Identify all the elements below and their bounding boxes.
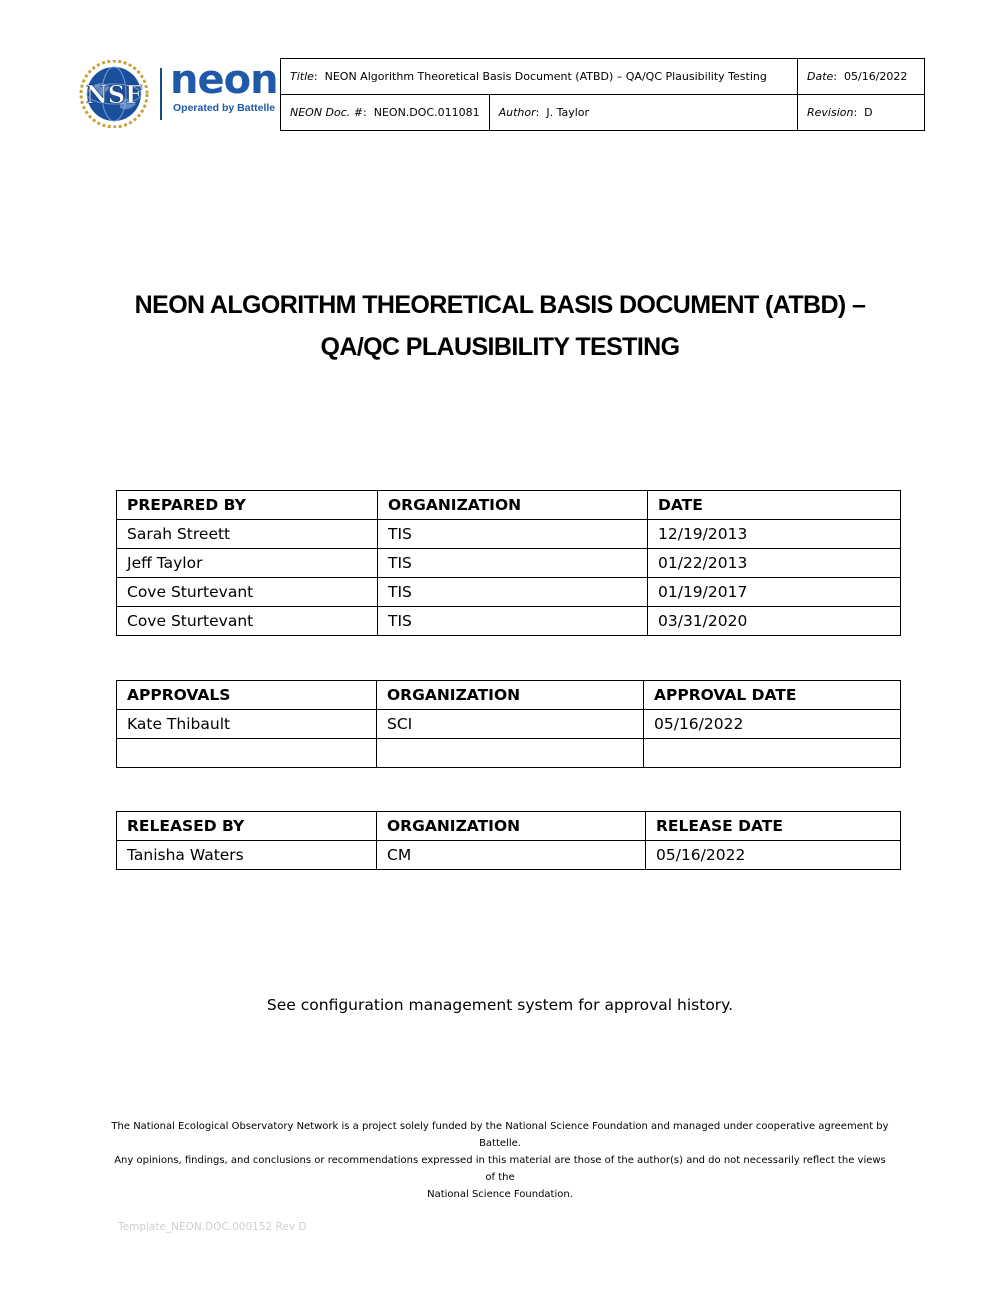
- logo-divider: [160, 68, 162, 120]
- releaser-name: Tanisha Waters: [117, 841, 377, 870]
- template-identifier: Template_NEON.DOC.000152 Rev D: [118, 1221, 307, 1233]
- column-header-organization: ORGANIZATION: [378, 491, 648, 520]
- column-header-approvals: APPROVALS: [117, 681, 377, 710]
- approver-organization: SCI: [377, 710, 644, 739]
- table-header-row: [117, 681, 901, 710]
- footer-line-1: The National Ecological Observatory Network is a project solely funded by the National Science Foundation and managed under cooperative agreement by Battelle.: [111, 1121, 889, 1149]
- table-row: [117, 739, 901, 768]
- header-author-cell: Author: J. Taylor: [489, 95, 797, 131]
- table-row: [117, 841, 901, 870]
- column-header-released-by: RELEASED BY: [117, 812, 377, 841]
- header-date-label: Date: [807, 70, 834, 83]
- header-doc-value: NEON.DOC.011081: [373, 106, 480, 119]
- header-doc-cell: NEON Doc. #: NEON.DOC.011081: [281, 95, 490, 131]
- approvals-table: [116, 680, 901, 768]
- releaser-organization: CM: [377, 841, 646, 870]
- operated-by-text: Operated by Battelle: [173, 102, 276, 114]
- header-revision-value: D: [864, 106, 873, 119]
- header-title-cell: Title: NEON Algorithm Theoretical Basis Document (ATBD) – QA/QC Plausibility Testing: [281, 59, 798, 95]
- table-row: [117, 710, 901, 739]
- header-doc-label: NEON Doc. #: [290, 106, 364, 119]
- document-title: [60, 284, 940, 368]
- neon-wordmark: neon: [170, 57, 278, 103]
- preparer-name: Cove Sturtevant: [117, 578, 378, 607]
- preparer-date: 01/22/2013: [648, 549, 901, 578]
- column-header-approval-date: APPROVAL DATE: [644, 681, 901, 710]
- table-row: [117, 549, 901, 578]
- release-date: 05/16/2022: [646, 841, 901, 870]
- prepared-by-table: [116, 490, 901, 636]
- header-title-value: NEON Algorithm Theoretical Basis Document (ATBD) – QA/QC Plausibility Testing: [324, 70, 767, 83]
- approver-organization: [377, 739, 644, 768]
- column-header-prepared-by: PREPARED BY: [117, 491, 378, 520]
- table-row: [117, 578, 901, 607]
- preparer-date: 12/19/2013: [648, 520, 901, 549]
- preparer-name: Jeff Taylor: [117, 549, 378, 578]
- preparer-date: 01/19/2017: [648, 578, 901, 607]
- document-title-line-1: NEON ALGORITHM THEORETICAL BASIS DOCUMENT (ATBD) –: [134, 291, 866, 319]
- preparer-name: Sarah Streett: [117, 520, 378, 549]
- table-header-row: [117, 491, 901, 520]
- header-author-value: J. Taylor: [546, 106, 590, 119]
- logo-area: [76, 58, 280, 130]
- table-row: [117, 607, 901, 636]
- nsf-seal-icon: [76, 60, 152, 128]
- configuration-note: See configuration management system for approval history.: [266, 996, 734, 1014]
- preparer-organization: TIS: [378, 520, 648, 549]
- approval-date: [644, 739, 901, 768]
- column-header-organization: ORGANIZATION: [377, 812, 646, 841]
- header-author-label: Author: [498, 106, 536, 119]
- footer-disclaimer: [110, 1118, 890, 1203]
- nsf-seal-text: NSF: [85, 80, 143, 109]
- preparer-organization: TIS: [378, 578, 648, 607]
- table-row: [117, 520, 901, 549]
- header-revision-label: Revision: [807, 106, 854, 119]
- released-by-table: [116, 811, 901, 870]
- preparer-name: Cove Sturtevant: [117, 607, 378, 636]
- column-header-organization: ORGANIZATION: [377, 681, 644, 710]
- column-header-date: DATE: [648, 491, 901, 520]
- table-header-row: [117, 812, 901, 841]
- header-revision-cell: Revision: D: [798, 95, 925, 131]
- preparer-organization: TIS: [378, 549, 648, 578]
- preparer-organization: TIS: [378, 607, 648, 636]
- header-row-2: [281, 95, 925, 131]
- approval-date: 05/16/2022: [644, 710, 901, 739]
- preparer-date: 03/31/2020: [648, 607, 901, 636]
- document-header-table: [280, 58, 925, 131]
- header-title-label: Title: [290, 70, 314, 83]
- footer-line-3: National Science Foundation.: [427, 1189, 573, 1200]
- approver-name: Kate Thibault: [117, 710, 377, 739]
- column-header-release-date: RELEASE DATE: [646, 812, 901, 841]
- header-date-value: 05/16/2022: [844, 70, 908, 83]
- approver-name: [117, 739, 377, 768]
- footer-line-2: Any opinions, findings, and conclusions or recommendations expressed in this material are those of the author(s) and do not necessarily reflect the views of the: [114, 1155, 886, 1183]
- header-row-1: [281, 59, 925, 95]
- header-date-cell: Date: 05/16/2022: [798, 59, 925, 95]
- document-title-line-2: QA/QC PLAUSIBILITY TESTING: [320, 333, 680, 361]
